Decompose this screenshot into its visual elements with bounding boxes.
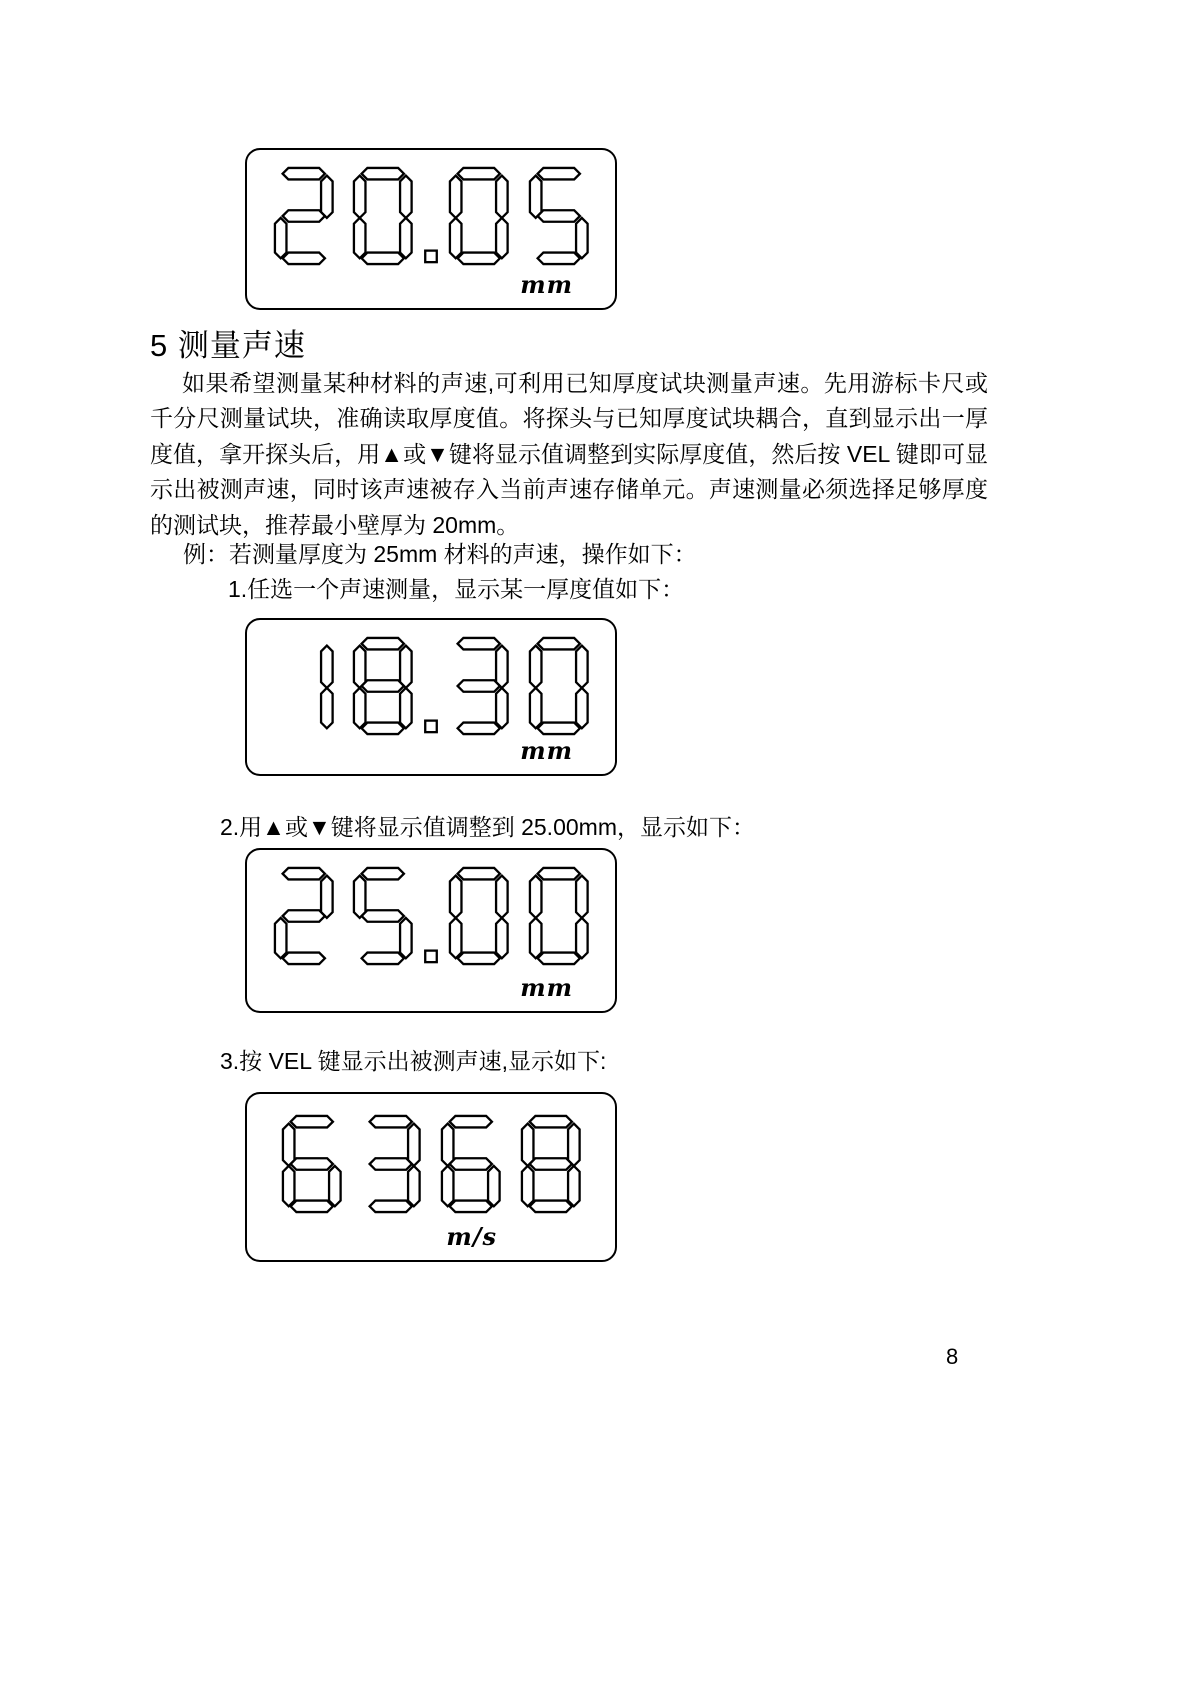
lcd-unit-mm: mm — [520, 270, 573, 299]
lcd-unit-ms: m/s — [446, 1222, 497, 1251]
lcd-digits-4 — [247, 1114, 615, 1214]
section-heading: 5 测量声速 — [150, 328, 306, 363]
lcd-display-4 — [245, 1092, 617, 1262]
lcd-digits-2 — [247, 636, 615, 736]
body-paragraph: 如果希望测量某种材料的声速,可利用已知厚度试块测量声速。先用游标卡尺或千分尺测量试块，准确读取厚度值。将探头与已知厚度试块耦合，直到显示出一厚度值，拿开探头后，用▲或▼键将显示值调整到实际厚度值，然后按 VEL 键即可显示出被测声速，同时该声速被存入当前声速存储单元。声速测量必须选择足够厚度的测试块，推荐最小壁厚为 20mm。 — [150, 370, 988, 538]
lcd-display-2 — [245, 618, 617, 776]
lcd-display-3 — [245, 848, 617, 1013]
step-3-label: 3.按 VEL 键显示出被测声速,显示如下: — [220, 1048, 607, 1074]
step-1-label: 1.任选一个声速测量，显示某一厚度值如下： — [228, 576, 685, 602]
lcd-unit-mm: mm — [520, 736, 573, 765]
lcd-digits-1 — [247, 166, 615, 266]
example-line: 例：若测量厚度为 25mm 材料的声速，操作如下： — [183, 541, 697, 567]
step-2-label: 2.用▲或▼键将显示值调整到 25.00mm，显示如下： — [220, 814, 755, 840]
lcd-display-1 — [245, 148, 617, 310]
lcd-unit-mm: mm — [520, 973, 573, 1002]
page-number: 8 — [946, 1344, 959, 1369]
lcd-digits-3 — [247, 866, 615, 966]
